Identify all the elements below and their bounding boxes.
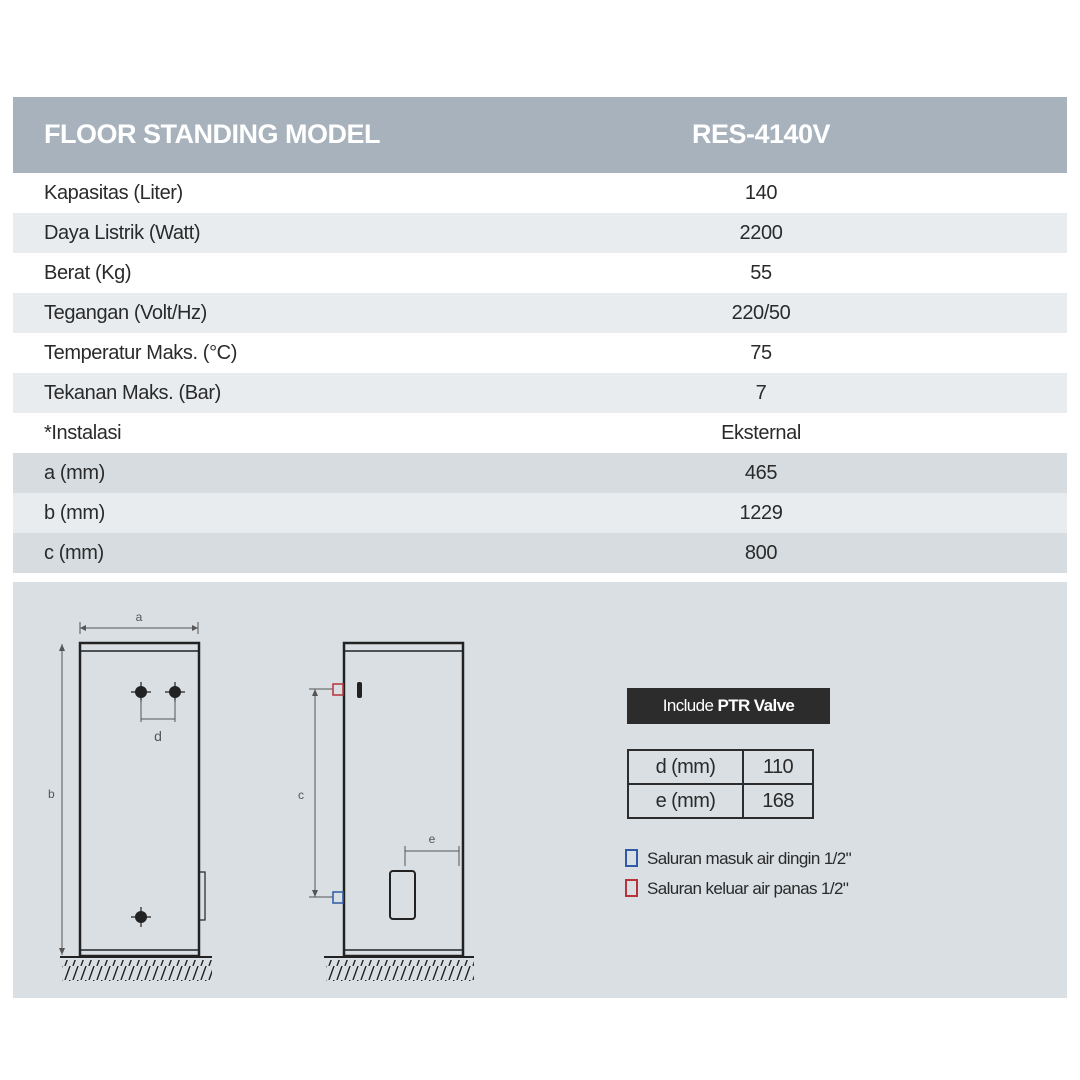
ptr-prefix: Include [662, 696, 714, 715]
ptr-bold: PTR Valve [717, 696, 795, 715]
row-label: Kapasitas (Liter) [44, 182, 183, 204]
front-view [48, 610, 212, 981]
row-value: 55 [750, 262, 772, 284]
row-value: 140 [744, 182, 778, 204]
row-label: Temperatur Maks. (°C) [44, 342, 237, 364]
legend-inlet-text: Saluran masuk air dingin 1/2" [647, 849, 852, 868]
row-label: Daya Listrik (Watt) [44, 222, 201, 244]
row-label: Berat (Kg) [44, 262, 132, 284]
dim-label-c: c [298, 788, 304, 802]
legend-inlet [625, 849, 851, 869]
dim-value: 168 [743, 784, 813, 818]
ptr-valve-badge [627, 688, 830, 724]
header-model: RES-4140V [691, 119, 831, 149]
row-value: 7 [755, 382, 767, 404]
dim-label-d: d [154, 728, 162, 744]
hot-outlet-icon [333, 684, 343, 695]
hot-outlet-icon [625, 879, 638, 897]
row-label: c (mm) [44, 542, 104, 564]
legend-outlet-text: Saluran keluar air panas 1/2" [647, 879, 849, 898]
dim-label: d (mm) [628, 750, 743, 784]
dim-label-b: b [48, 787, 55, 801]
pipe-connector-icon [165, 682, 185, 702]
row-value: 220/50 [731, 302, 791, 324]
row-value: 1229 [739, 502, 783, 524]
cold-inlet-icon [333, 892, 343, 903]
pipe-connector-icon [131, 682, 151, 702]
dimension-table [627, 749, 814, 819]
row-label: Tekanan Maks. (Bar) [44, 382, 221, 404]
legend-outlet [625, 879, 848, 899]
row-value: 2200 [739, 222, 783, 244]
row-label: Tegangan (Volt/Hz) [44, 302, 207, 324]
dim-label-a: a [135, 610, 143, 624]
table-row [628, 750, 813, 784]
dim-label-e: e [428, 832, 436, 846]
row-label: a (mm) [44, 462, 105, 484]
side-view [298, 643, 474, 981]
row-label: *Instalasi [44, 422, 122, 444]
row-value: 800 [744, 542, 778, 564]
pipe-connector-icon [131, 907, 151, 927]
table-row [628, 784, 813, 818]
dim-value: 110 [743, 750, 813, 784]
dim-label: e (mm) [628, 784, 743, 818]
row-label: b (mm) [44, 502, 105, 524]
row-value: 465 [744, 462, 778, 484]
cold-inlet-icon [625, 849, 638, 867]
header-title: FLOOR STANDING MODEL [44, 119, 380, 149]
row-value: 75 [750, 342, 772, 364]
row-value: Eksternal [721, 422, 801, 444]
